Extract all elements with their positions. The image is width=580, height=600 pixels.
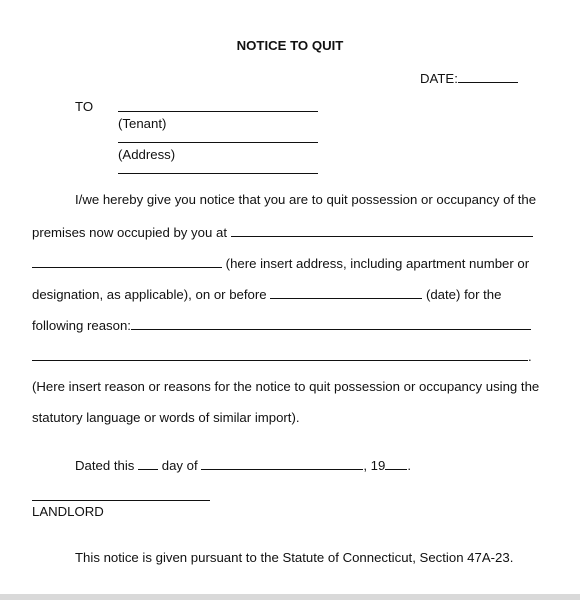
body-line-3-text: (here insert address, including apartment number or (225, 256, 530, 271)
month-blank[interactable] (201, 457, 363, 470)
body-line-6 (32, 348, 532, 365)
dated-line (75, 457, 411, 474)
premises-address-blank-2[interactable] (32, 255, 222, 268)
body-line-1: I/we hereby give you notice that you are to quit possession or occupancy of the (75, 192, 537, 207)
body-line-4 (32, 286, 501, 303)
body-line-7: (Here insert reason or reasons for the notice to quit possession or occupancy using the (32, 379, 540, 394)
body-line-6-end: . (528, 349, 532, 364)
year-blank[interactable] (385, 457, 407, 470)
body-line-5-text: following reason: (32, 318, 131, 333)
reason-blank-1[interactable] (131, 317, 531, 330)
dated-this-label: Dated this (75, 458, 135, 473)
tenant-name-line[interactable] (118, 111, 318, 112)
landlord-label: LANDLORD (32, 504, 104, 519)
year-prefix-label: , 19 (363, 458, 386, 473)
body-line-3 (32, 255, 529, 272)
day-of-label: day of (161, 458, 198, 473)
reason-blank-2[interactable] (32, 348, 528, 361)
to-label: TO (75, 99, 94, 114)
premises-address-blank[interactable] (231, 224, 533, 237)
dated-end: . (407, 458, 412, 473)
statute-note: This notice is given pursuant to the Statute of Connecticut, Section 47A-23. (75, 550, 514, 565)
body-line-8: statutory language or words of similar import). (32, 410, 300, 425)
tenant-label: (Tenant) (118, 116, 167, 131)
body-line-4-text-b: (date) for the (425, 287, 502, 302)
date-label: DATE: (420, 71, 458, 86)
address-label: (Address) (118, 147, 176, 162)
quit-date-blank[interactable] (270, 286, 422, 299)
address-line-2[interactable] (118, 173, 318, 174)
date-blank[interactable] (458, 70, 518, 83)
signature-line[interactable] (32, 500, 210, 501)
document-title: NOTICE TO QUIT (236, 38, 344, 53)
page-bottom-border (0, 594, 580, 600)
body-line-2-text: premises now occupied by you at (32, 225, 227, 240)
date-field (420, 70, 518, 87)
address-line-1[interactable] (118, 142, 318, 143)
body-line-4-text-a: designation, as applicable), on or before (32, 287, 267, 302)
body-line-5 (32, 317, 531, 334)
day-blank[interactable] (138, 457, 158, 470)
body-line-2 (32, 224, 533, 241)
